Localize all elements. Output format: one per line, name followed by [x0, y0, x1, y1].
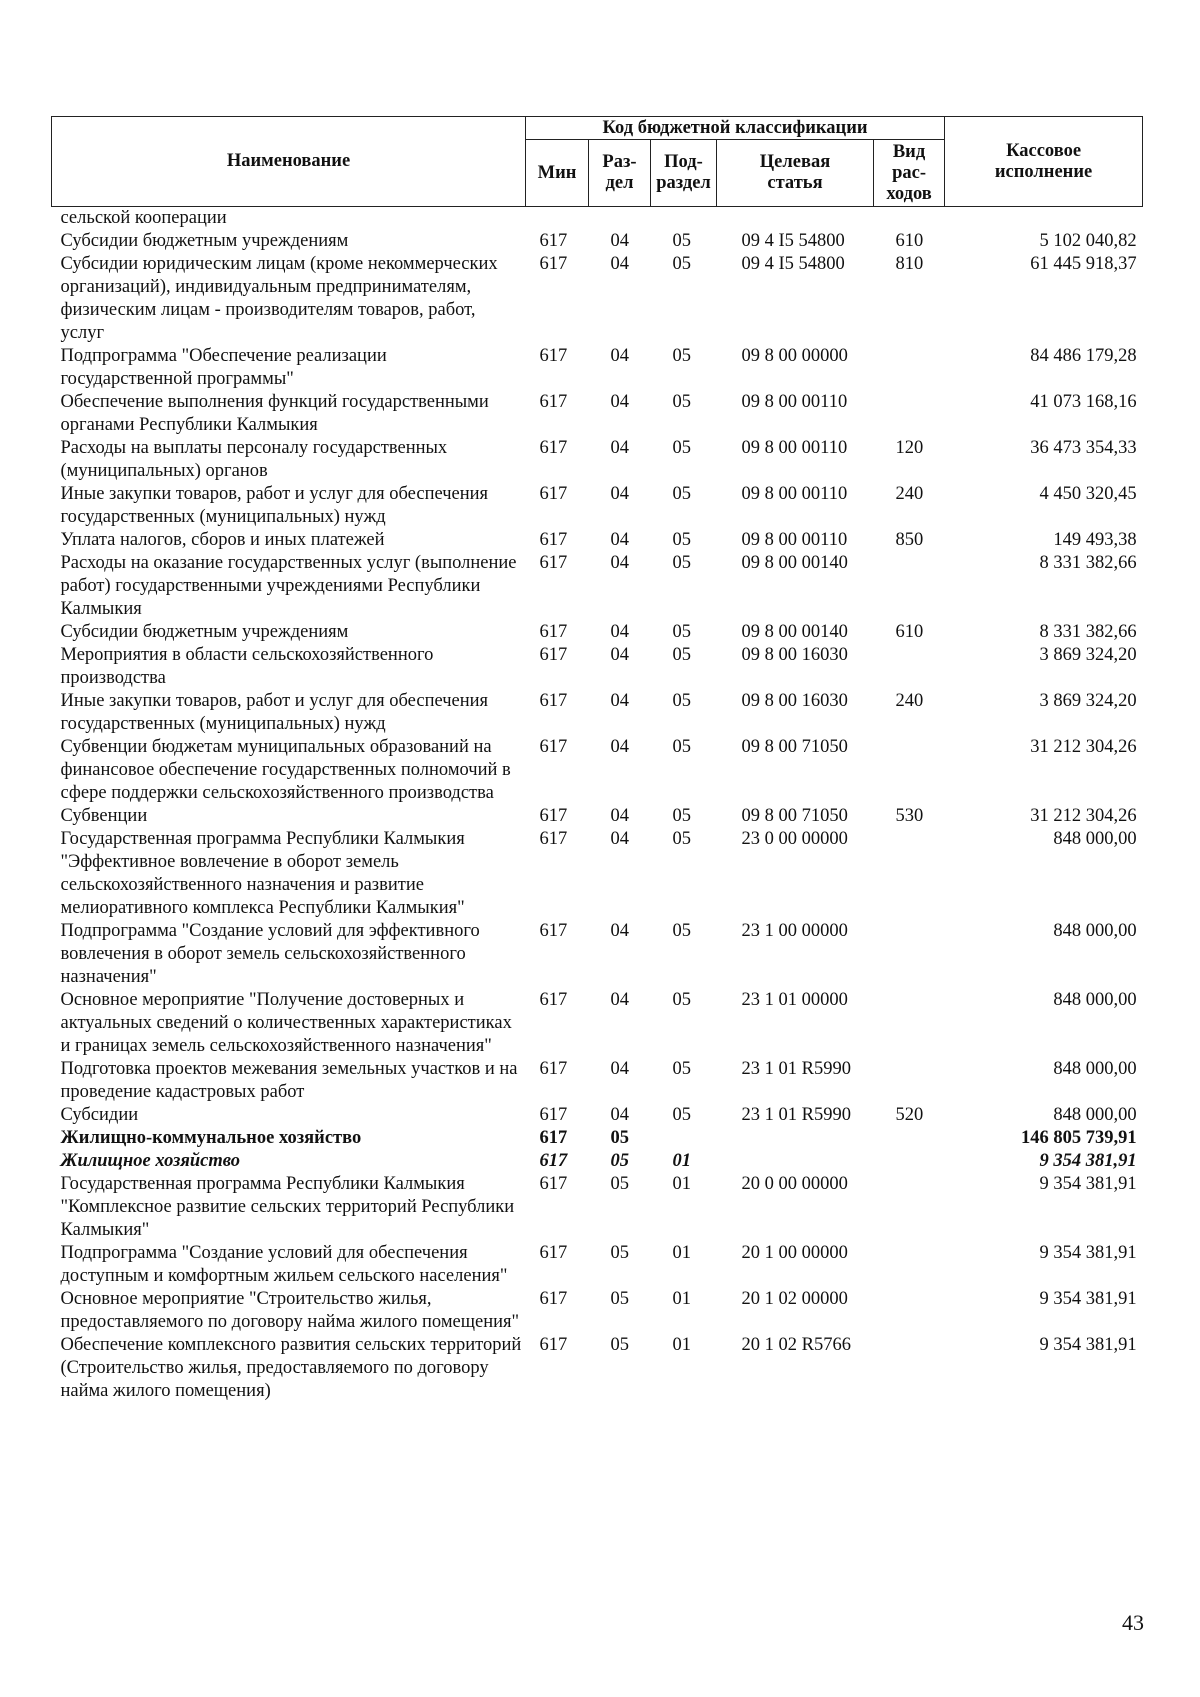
row-kassovoe: 146 805 739,91 — [1020, 1128, 1137, 1148]
table-row — [52, 644, 1143, 690]
row-min: 617 — [539, 622, 568, 642]
row-razdel: 04 — [610, 806, 629, 826]
row-kassovoe: 31 212 304,26 — [1030, 737, 1137, 757]
row-name: Государственная программа Республики Калмыкия "Эффективное вовлечение в оборот земель сельскохозяйственного назначения и развитие мелиоративного комплекса Республики Калмыкия" — [60, 829, 465, 918]
row-vid — [874, 828, 945, 920]
row-min: 617 — [539, 553, 568, 573]
row-vid: 240 — [895, 484, 924, 504]
row-min: 617 — [539, 691, 568, 711]
row-razdel: 05 — [610, 1128, 629, 1148]
row-kassovoe: 848 000,00 — [1053, 990, 1137, 1010]
row-celevaya: 09 8 00 00140 — [741, 553, 848, 573]
row-vid: 610 — [895, 622, 924, 642]
row-vid — [874, 345, 945, 391]
row-celevaya: 23 1 00 00000 — [741, 921, 848, 941]
row-podrazdel: 05 — [672, 231, 691, 251]
row-min: 617 — [539, 645, 568, 665]
row-razdel: 05 — [610, 1289, 629, 1309]
page-number: 43 — [1122, 1610, 1144, 1635]
row-min: 617 — [539, 829, 568, 849]
row-celevaya: 09 8 00 00110 — [741, 392, 848, 412]
row-min: 617 — [539, 438, 568, 458]
row-vid — [874, 1173, 945, 1242]
row-name: Иные закупки товаров, работ и услуг для обеспечения государственных (муниципальных) нужд — [60, 691, 489, 734]
header-vid: Вид рас- ходов — [874, 140, 945, 207]
header-podrazdel: Под- раздел — [651, 140, 717, 207]
table-row — [52, 989, 1143, 1058]
row-podrazdel: 01 — [672, 1289, 691, 1309]
row-celevaya: 09 8 00 00110 — [741, 484, 848, 504]
table-row — [52, 437, 1143, 483]
row-min: 617 — [539, 1335, 568, 1355]
row-vid — [874, 989, 945, 1058]
row-celevaya: 20 0 00 00000 — [741, 1174, 848, 1194]
row-vid — [874, 552, 945, 621]
row-podrazdel: 05 — [672, 1105, 691, 1125]
row-name: Расходы на выплаты персоналу государственных (муниципальных) органов — [60, 438, 448, 481]
row-razdel: 04 — [610, 1105, 629, 1125]
row-podrazdel: 05 — [672, 622, 691, 642]
row-razdel: 04 — [610, 1059, 629, 1079]
row-vid — [874, 1242, 945, 1288]
table-row — [52, 253, 1143, 345]
row-min: 617 — [539, 231, 568, 251]
row-celevaya — [717, 1127, 874, 1150]
row-min: 617 — [539, 346, 568, 366]
row-vid — [874, 644, 945, 690]
row-kassovoe: 9 354 381,91 — [1039, 1174, 1137, 1194]
row-celevaya: 23 1 01 R5990 — [741, 1105, 851, 1125]
table-row — [52, 529, 1143, 552]
table-row — [52, 391, 1143, 437]
row-podrazdel: 05 — [672, 392, 691, 412]
row-min: 617 — [539, 530, 568, 550]
row-razdel: 05 — [610, 1335, 629, 1355]
row-name: Основное мероприятие "Строительство жилья, предоставляемого по договору найма жилого помещения" — [60, 1289, 520, 1332]
row-vid — [874, 207, 945, 231]
row-vid: 120 — [895, 438, 924, 458]
row-podrazdel: 05 — [672, 645, 691, 665]
table-row — [52, 552, 1143, 621]
row-name: Субсидии бюджетным учреждениям — [60, 231, 349, 251]
row-razdel: 04 — [610, 737, 629, 757]
row-min: 617 — [539, 806, 568, 826]
row-podrazdel: 01 — [672, 1151, 691, 1171]
row-razdel: 04 — [610, 346, 629, 366]
row-kassovoe: 8 331 382,66 — [1039, 553, 1137, 573]
row-vid: 530 — [895, 806, 924, 826]
row-kassovoe: 84 486 179,28 — [1030, 346, 1137, 366]
row-kassovoe: 9 354 381,91 — [1039, 1289, 1137, 1309]
row-kassovoe: 9 354 381,91 — [1039, 1151, 1137, 1171]
row-kassovoe: 3 869 324,20 — [1039, 645, 1137, 665]
table-row — [52, 1242, 1143, 1288]
row-razdel: 04 — [610, 622, 629, 642]
row-name: Иные закупки товаров, работ и услуг для обеспечения государственных (муниципальных) нужд — [60, 484, 489, 527]
row-podrazdel: 05 — [672, 921, 691, 941]
header-name: Наименование — [52, 117, 526, 207]
row-podrazdel: 01 — [672, 1174, 691, 1194]
row-kassovoe: 31 212 304,26 — [1030, 806, 1137, 826]
row-razdel: 04 — [610, 921, 629, 941]
row-name: Жилищное хозяйство — [60, 1151, 241, 1171]
table-body — [52, 207, 1143, 1404]
row-vid — [874, 1334, 945, 1403]
row-razdel: 04 — [610, 691, 629, 711]
row-kassovoe: 61 445 918,37 — [1030, 254, 1137, 274]
row-razdel: 04 — [610, 392, 629, 412]
row-name: Уплата налогов, сборов и иных платежей — [60, 530, 385, 550]
row-razdel: 04 — [610, 254, 629, 274]
row-kassovoe: 848 000,00 — [1053, 1105, 1137, 1125]
row-vid: 610 — [895, 231, 924, 251]
budget-report-page — [51, 116, 1142, 1403]
row-vid: 520 — [895, 1105, 924, 1125]
row-name: Подпрограмма "Создание условий для эффективного вовлечения в оборот земель сельскохозяйственного назначения" — [60, 921, 480, 987]
row-min: 617 — [539, 1151, 568, 1171]
row-name: Подпрограмма "Создание условий для обеспечения доступным и комфортным жильем сельского населения" — [60, 1243, 508, 1286]
row-name: Обеспечение выполнения функций государственными органами Республики Калмыкия — [60, 392, 489, 435]
row-razdel: 04 — [610, 990, 629, 1010]
row-name: Субсидии юридическим лицам (кроме некоммерческих организаций), индивидуальным предпринимателям, физическим лицам - производителям товаров, работ, услуг — [60, 254, 498, 343]
row-celevaya: 09 8 00 00140 — [741, 622, 848, 642]
row-min — [526, 207, 589, 231]
header-razdel: Раз- дел — [589, 140, 651, 207]
row-celevaya: 23 0 00 00000 — [741, 829, 848, 849]
row-vid — [874, 920, 945, 989]
row-celevaya: 09 4 I5 54800 — [741, 231, 845, 251]
row-celevaya: 20 1 02 R5766 — [741, 1335, 851, 1355]
row-celevaya: 20 1 00 00000 — [741, 1243, 848, 1263]
row-min: 617 — [539, 1174, 568, 1194]
table-header — [52, 117, 1143, 207]
row-name: Субвенции — [60, 806, 148, 826]
row-vid — [874, 1058, 945, 1104]
row-razdel: 04 — [610, 231, 629, 251]
row-podrazdel: 05 — [672, 438, 691, 458]
row-razdel — [589, 207, 651, 231]
row-name: Мероприятия в области сельскохозяйственного производства — [60, 645, 434, 688]
row-podrazdel: 05 — [672, 1059, 691, 1079]
row-razdel: 04 — [610, 645, 629, 665]
table-row — [52, 1058, 1143, 1104]
row-celevaya — [717, 207, 874, 231]
row-min: 617 — [539, 1105, 568, 1125]
table-row — [52, 1173, 1143, 1242]
row-podrazdel: 05 — [672, 254, 691, 274]
row-razdel: 05 — [610, 1174, 629, 1194]
row-podrazdel: 05 — [672, 829, 691, 849]
row-celevaya: 09 8 00 16030 — [741, 645, 848, 665]
row-kassovoe: 41 073 168,16 — [1030, 392, 1137, 412]
table-row — [52, 736, 1143, 805]
row-podrazdel: 05 — [672, 737, 691, 757]
row-razdel: 04 — [610, 530, 629, 550]
row-name: Подготовка проектов межевания земельных участков и на проведение кадастровых работ — [60, 1059, 518, 1102]
row-min: 617 — [539, 990, 568, 1010]
row-podrazdel — [651, 1127, 717, 1150]
row-min: 617 — [539, 1289, 568, 1309]
row-razdel: 04 — [610, 438, 629, 458]
row-celevaya — [717, 1150, 874, 1173]
table-row — [52, 1150, 1143, 1173]
row-min: 617 — [539, 737, 568, 757]
table-row — [52, 1334, 1143, 1403]
table-row — [52, 805, 1143, 828]
row-podrazdel — [651, 207, 717, 231]
row-name: Подпрограмма "Обеспечение реализации государственной программы" — [60, 346, 387, 389]
row-podrazdel: 01 — [672, 1335, 691, 1355]
row-vid — [874, 391, 945, 437]
row-celevaya: 23 1 01 R5990 — [741, 1059, 851, 1079]
row-podrazdel: 05 — [672, 990, 691, 1010]
table-row — [52, 207, 1143, 231]
row-kassovoe: 8 331 382,66 — [1039, 622, 1137, 642]
row-vid — [874, 1288, 945, 1334]
table-row — [52, 621, 1143, 644]
row-podrazdel: 05 — [672, 553, 691, 573]
table-row — [52, 920, 1143, 989]
table-row — [52, 483, 1143, 529]
row-razdel: 04 — [610, 829, 629, 849]
row-podrazdel: 05 — [672, 346, 691, 366]
row-podrazdel: 05 — [672, 806, 691, 826]
row-kassovoe: 36 473 354,33 — [1030, 438, 1137, 458]
row-min: 617 — [539, 1128, 568, 1148]
row-min: 617 — [539, 921, 568, 941]
table-row — [52, 828, 1143, 920]
row-kassovoe: 848 000,00 — [1053, 921, 1137, 941]
row-kassovoe: 5 102 040,82 — [1039, 231, 1137, 251]
row-celevaya: 09 8 00 71050 — [741, 737, 848, 757]
header-celevaya: Целевая статья — [717, 140, 874, 207]
table-row — [52, 1288, 1143, 1334]
table-row — [52, 1127, 1143, 1150]
row-celevaya: 23 1 01 00000 — [741, 990, 848, 1010]
row-razdel: 05 — [610, 1243, 629, 1263]
row-name: Основное мероприятие "Получение достоверных и актуальных сведений о количественных характеристиках и границах земель сельскохозяйственного назначения" — [60, 990, 512, 1056]
row-podrazdel: 05 — [672, 484, 691, 504]
table-row — [52, 1104, 1143, 1127]
header-kassovoe: Кассовое исполнение — [945, 117, 1143, 207]
row-name: Государственная программа Республики Калмыкия "Комплексное развитие сельских территорий Республики Калмыкия" — [60, 1174, 515, 1240]
table-row — [52, 230, 1143, 253]
row-min: 617 — [539, 392, 568, 412]
row-min: 617 — [539, 1059, 568, 1079]
row-vid — [874, 1150, 945, 1173]
row-podrazdel: 05 — [672, 530, 691, 550]
row-name: Субсидии — [60, 1105, 139, 1125]
row-vid — [874, 736, 945, 805]
row-min: 617 — [539, 1243, 568, 1263]
row-name: Обеспечение комплексного развития сельских территорий (Строительство жилья, предоставляемого по договору найма жилого помещения) — [60, 1335, 522, 1401]
row-kassovoe: 3 869 324,20 — [1039, 691, 1137, 711]
row-vid: 810 — [895, 254, 924, 274]
header-min: Мин — [526, 140, 589, 207]
row-kassovoe: 4 450 320,45 — [1039, 484, 1137, 504]
row-celevaya: 09 8 00 71050 — [741, 806, 848, 826]
row-celevaya: 09 4 I5 54800 — [741, 254, 845, 274]
row-razdel: 04 — [610, 553, 629, 573]
row-name: сельской кооперации — [60, 208, 227, 228]
header-kbk-group: Код бюджетной классификации — [526, 117, 945, 140]
table-row — [52, 690, 1143, 736]
row-name: Расходы на оказание государственных услуг (выполнение работ) государственными учреждениями Республики Калмыкия — [60, 553, 517, 619]
budget-execution-table — [51, 116, 1143, 1403]
row-vid: 240 — [895, 691, 924, 711]
row-name: Субсидии бюджетным учреждениям — [60, 622, 349, 642]
row-min: 617 — [539, 484, 568, 504]
row-celevaya: 09 8 00 00110 — [741, 530, 848, 550]
row-name: Жилищно-коммунальное хозяйство — [60, 1128, 362, 1148]
row-kassovoe — [945, 207, 1143, 231]
row-razdel: 04 — [610, 484, 629, 504]
table-row — [52, 345, 1143, 391]
row-celevaya: 20 1 02 00000 — [741, 1289, 848, 1309]
row-podrazdel: 01 — [672, 1243, 691, 1263]
row-name: Субвенции бюджетам муниципальных образований на финансовое обеспечение государственных полномочий в сфере поддержки сельскохозяйственного производства — [60, 737, 511, 803]
row-kassovoe: 149 493,38 — [1053, 530, 1137, 550]
row-kassovoe: 9 354 381,91 — [1039, 1243, 1137, 1263]
row-kassovoe: 848 000,00 — [1053, 1059, 1137, 1079]
row-podrazdel: 05 — [672, 691, 691, 711]
row-kassovoe: 9 354 381,91 — [1039, 1335, 1137, 1355]
row-celevaya: 09 8 00 16030 — [741, 691, 848, 711]
row-celevaya: 09 8 00 00110 — [741, 438, 848, 458]
row-min: 617 — [539, 254, 568, 274]
row-kassovoe: 848 000,00 — [1053, 829, 1137, 849]
row-vid — [874, 1127, 945, 1150]
row-razdel: 05 — [610, 1151, 629, 1171]
row-celevaya: 09 8 00 00000 — [741, 346, 848, 366]
row-vid: 850 — [895, 530, 924, 550]
